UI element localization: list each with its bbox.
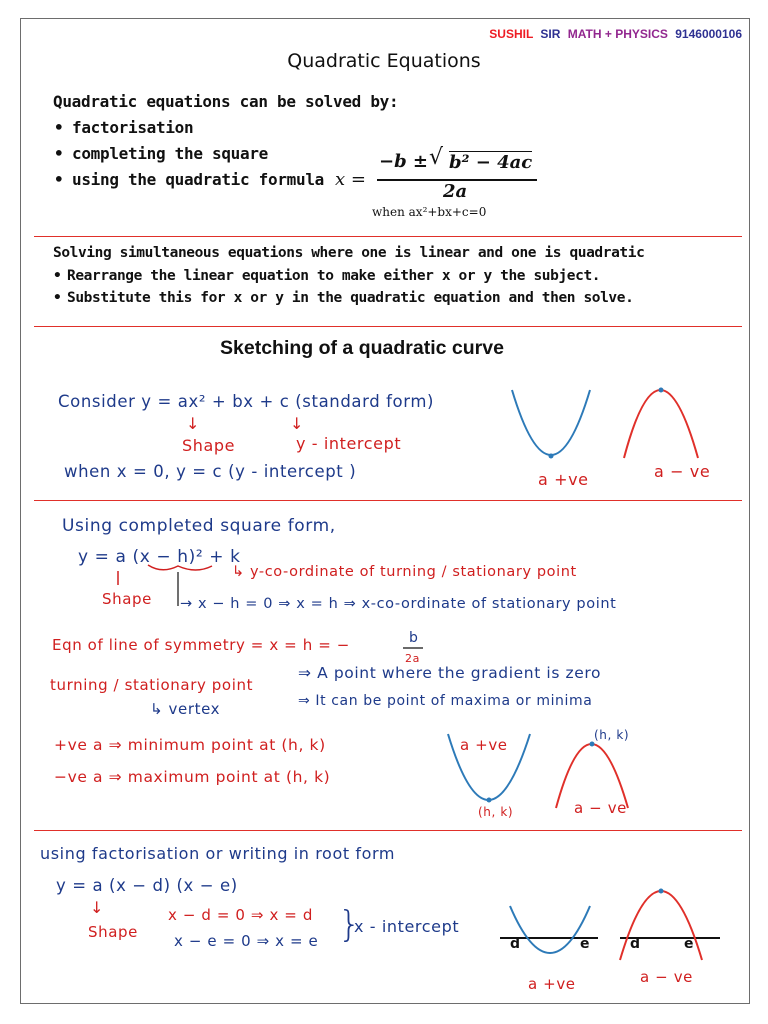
standard-shape-label: Shape <box>182 436 236 455</box>
cs-x-eq: → x − h = 0 ⇒ x = h ⇒ x-co-ordinate of stationary point <box>180 596 617 612</box>
cs-positive-a: +ve a ⇒ minimum point at (h, k) <box>54 736 326 754</box>
standard-consider: Consider y = ax² + bx + c (standard form) <box>58 392 435 411</box>
cs-vertex-low: (h, k) <box>478 805 514 819</box>
standard-label-neg: a − ve <box>654 462 711 481</box>
header-subject: MATH + PHYSICS <box>567 27 668 41</box>
fact-root-1: x − d = 0 ⇒ x = d <box>168 906 313 924</box>
simultaneous-heading: Solving simultaneous equations where one is linear and one is quadratic <box>53 245 645 261</box>
cs-equation: y = a (x − h)² + k <box>78 547 241 567</box>
standard-intercept-label: y - intercept <box>296 434 402 453</box>
cs-label-neg: a − ve <box>574 799 628 817</box>
page-title: Quadratic Equations <box>287 50 481 72</box>
fact-shape-label: Shape <box>88 923 138 941</box>
fact-root-d-neg: d <box>630 936 641 952</box>
cs-symmetry-den: 2a <box>405 652 420 665</box>
cs-heading: Using completed square form, <box>62 516 336 536</box>
fact-label-pos: a +ve <box>528 975 576 993</box>
method-factorisation: • factorisation <box>54 118 193 137</box>
cs-turning-y: ↳ y-co-ordinate of turning / stationary point <box>232 564 577 580</box>
cs-shape-label: Shape <box>102 590 152 608</box>
sketching-title: Sketching of a quadratic curve <box>220 337 504 359</box>
standard-when: when x = 0, y = c (y - intercept ) <box>64 462 357 481</box>
fact-root-d-pos: d <box>510 936 521 952</box>
formula-denominator: 2a <box>443 181 468 202</box>
vertex-dot-down-standard <box>659 388 664 393</box>
standard-arrow-intercept: ↓ <box>290 414 305 433</box>
parabola-down-standard <box>624 390 698 458</box>
cs-label-pos: a +ve <box>460 736 508 754</box>
intro-text: Quadratic equations can be solved by: <box>53 92 399 111</box>
header-name: SUSHIL <box>489 27 534 41</box>
simultaneous-step-1: • Rearrange the linear equation to make either x or y the subject. <box>53 268 600 284</box>
fact-label-neg: a − ve <box>640 968 694 986</box>
vertex-dot-down-fact <box>659 889 664 894</box>
parabola-up-cs <box>448 734 530 800</box>
cs-negative-a: −ve a ⇒ maximum point at (h, k) <box>54 768 331 786</box>
cs-turning-def: ⇒ A point where the gradient is zero <box>298 664 602 682</box>
vertex-dot-down-cs <box>590 742 595 747</box>
fact-brace: } <box>338 904 362 945</box>
parabola-down-fact <box>620 891 702 960</box>
fact-intercept: x - intercept <box>354 917 460 936</box>
cs-turning-label: turning / stationary point <box>50 676 254 694</box>
cs-maxmin: ⇒ It can be point of maxima or minima <box>298 693 593 709</box>
fact-root-e-neg: e <box>684 936 695 952</box>
method-completing-square: • completing the square <box>54 144 268 163</box>
formula-radicand: b² − 4ac <box>449 152 533 173</box>
parabola-up-standard <box>512 390 590 455</box>
formula-numerator-prefix: −b ± <box>379 151 429 172</box>
vertex-dot-up-cs <box>487 798 492 803</box>
cs-vertex: ↳ vertex <box>150 700 221 718</box>
sqrt-icon: √ <box>429 145 444 170</box>
fact-arrow: ↓ <box>90 898 105 917</box>
standard-label-pos: a +ve <box>538 470 589 489</box>
header-sir: SIR <box>540 27 561 41</box>
simultaneous-step-2: • Substitute this for x or y in the quadratic equation and then solve. <box>53 290 633 306</box>
method-quadratic-formula: • using the quadratic formula <box>54 170 324 189</box>
formula-lhs: x = <box>335 169 366 190</box>
cs-symmetry: Eqn of line of symmetry = x = h = − <box>52 636 350 654</box>
formula-condition: when ax²+bx+c=0 <box>372 205 487 219</box>
fact-equation: y = a (x − d) (x − e) <box>56 876 238 895</box>
cs-vertex-high: (h, k) <box>594 728 630 742</box>
fact-root-e-pos: e <box>580 936 591 952</box>
cs-bracket <box>148 565 212 570</box>
standard-arrow-shape: ↓ <box>186 414 201 433</box>
header-phone: 9146000106 <box>675 27 742 41</box>
fact-root-2: x − e = 0 ⇒ x = e <box>174 932 319 950</box>
vertex-dot-up-standard <box>549 454 554 459</box>
fact-heading: using factorisation or writing in root form <box>40 844 396 863</box>
parabola-up-fact <box>510 906 590 953</box>
parabola-down-cs <box>556 744 628 808</box>
cs-symmetry-num: b <box>409 630 419 646</box>
